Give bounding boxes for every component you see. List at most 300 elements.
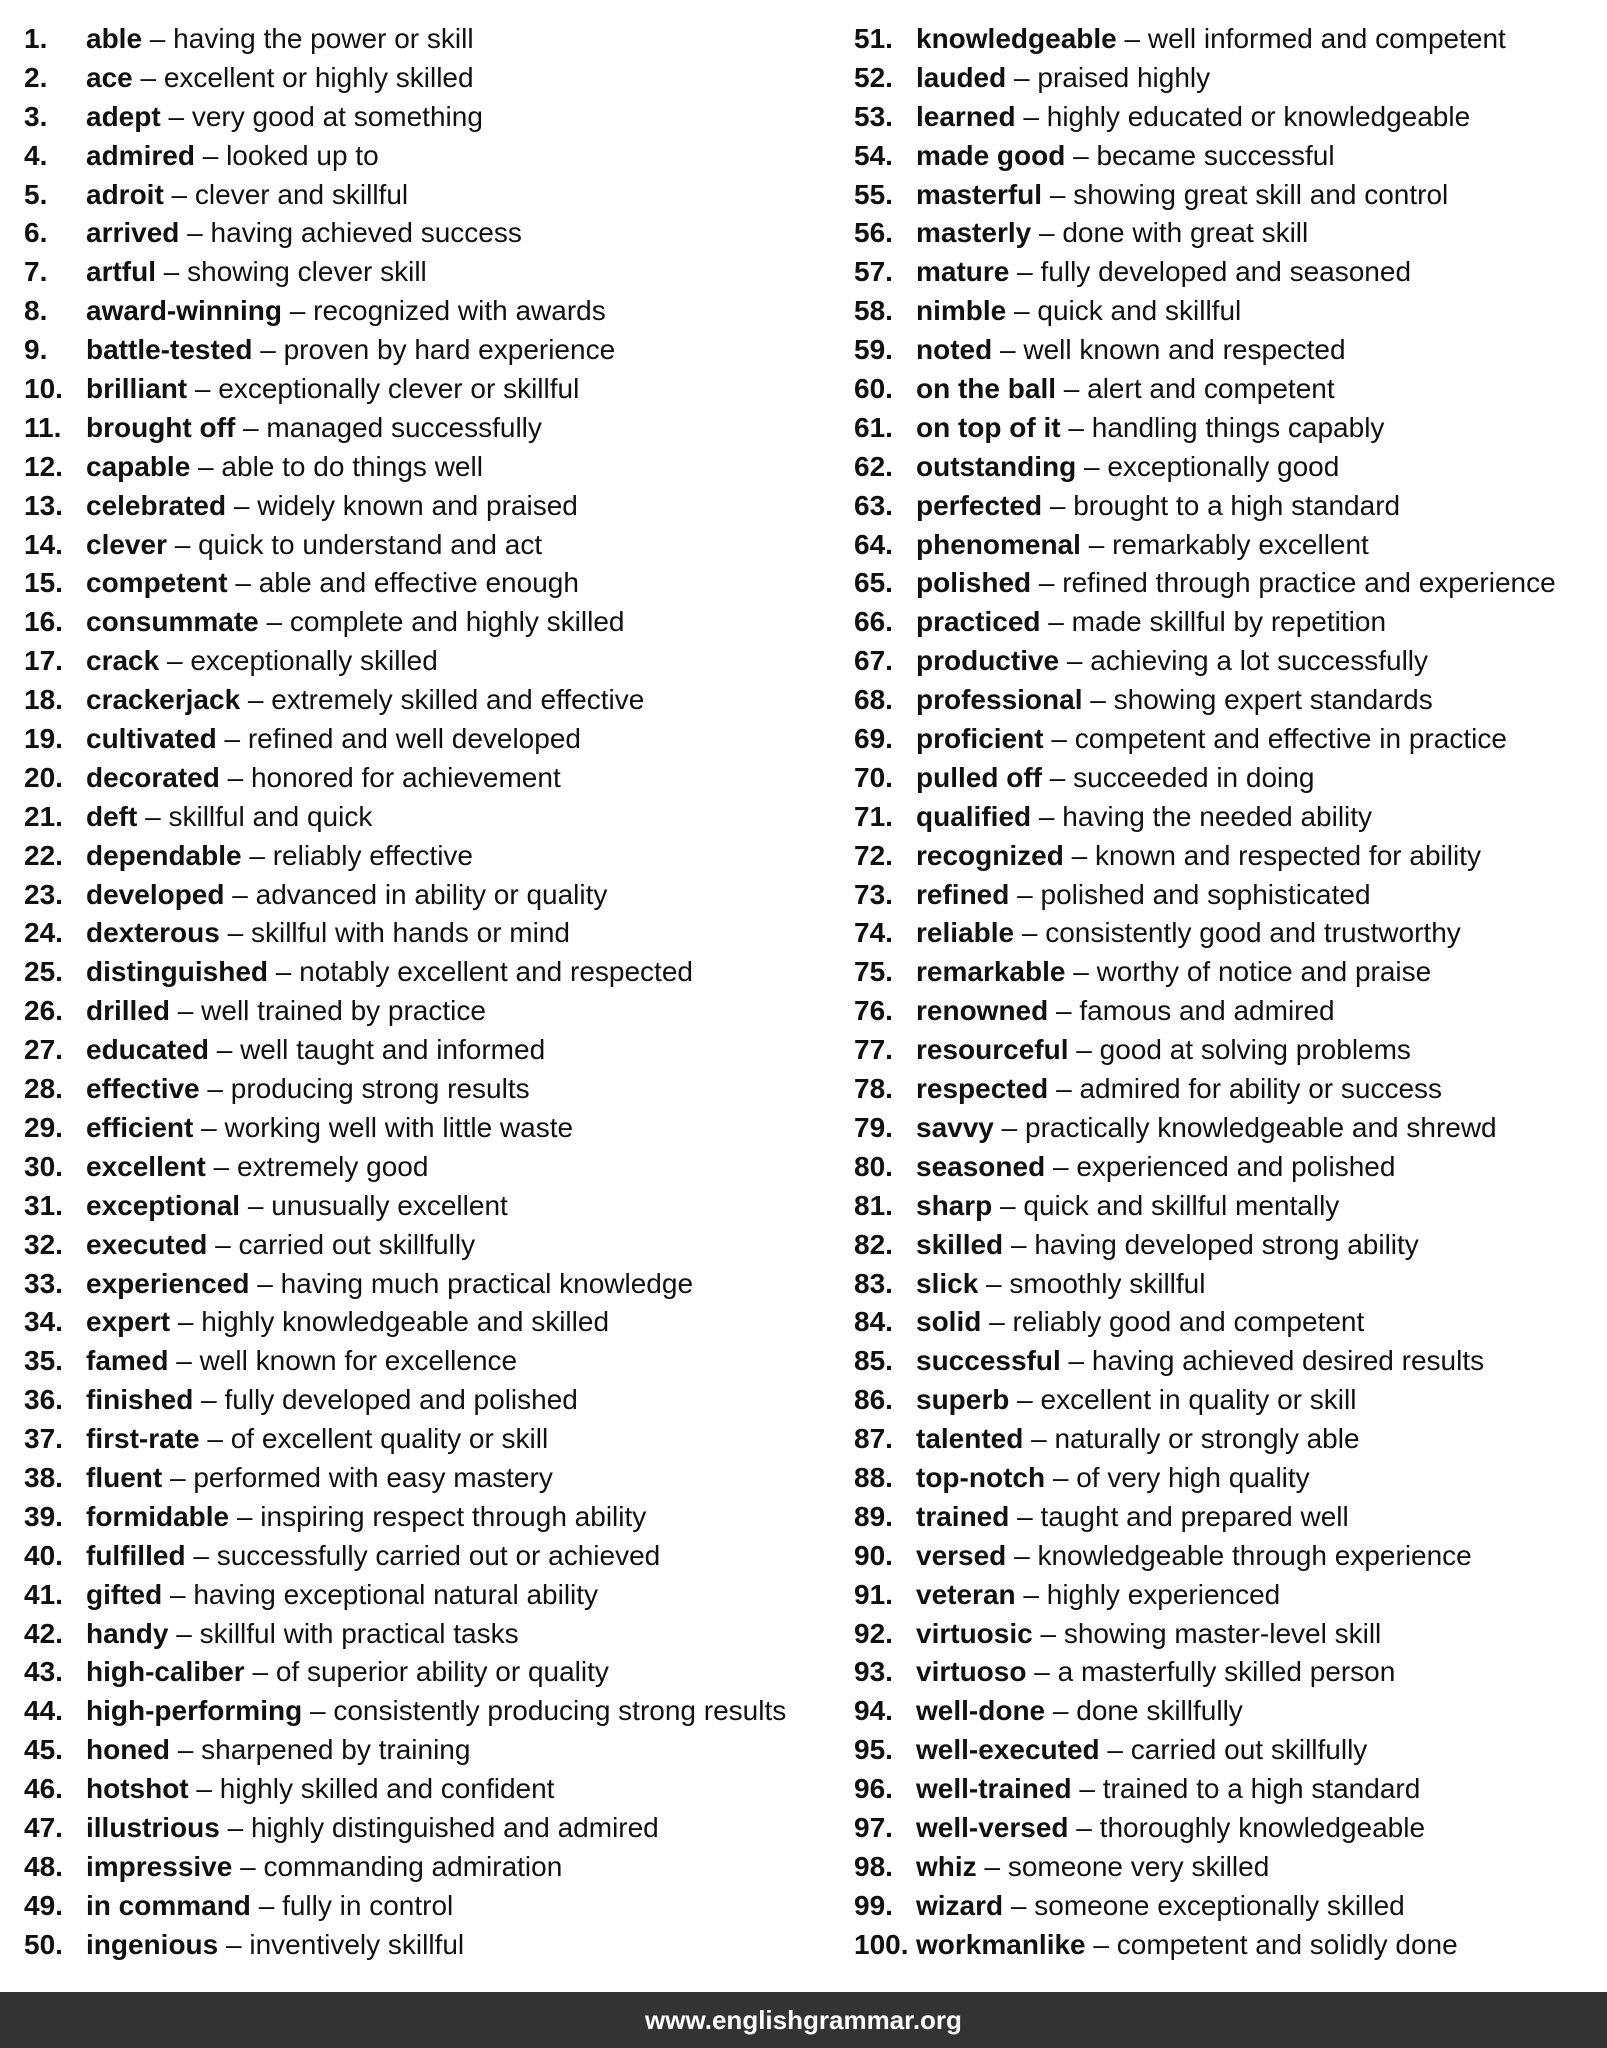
item-word: noted [916, 334, 993, 366]
item-separator: – [159, 645, 191, 677]
list-item [24, 487, 844, 526]
list-item [24, 1381, 844, 1420]
item-word: productive [916, 645, 1060, 677]
item-separator: – [199, 1423, 231, 1455]
list-item [854, 1226, 1594, 1265]
item-separator: – [185, 1539, 217, 1571]
list-item [854, 1381, 1594, 1420]
item-separator: – [235, 411, 267, 443]
item-separator: – [199, 1073, 231, 1105]
item-separator: – [1009, 878, 1041, 910]
item-separator: – [232, 1850, 264, 1882]
item-separator: – [193, 1384, 225, 1416]
item-definition: quick and skillful mentally [1023, 1189, 1340, 1221]
list-item [854, 448, 1594, 487]
item-word: whiz [916, 1850, 977, 1882]
item-separator: – [258, 606, 290, 638]
item-definition: highly experienced [1046, 1578, 1281, 1610]
list-item [854, 1031, 1594, 1070]
item-separator: – [229, 1500, 261, 1532]
item-number: 48. [24, 1850, 63, 1882]
item-separator: – [992, 334, 1024, 366]
item-separator: – [193, 1111, 225, 1143]
item-number: 92. [854, 1617, 893, 1649]
item-separator: – [244, 1656, 276, 1688]
item-separator: – [1045, 1150, 1077, 1182]
item-word: developed [86, 878, 225, 910]
item-number: 83. [854, 1267, 893, 1299]
list-item [24, 98, 844, 137]
item-definition: knowledgeable through experience [1037, 1539, 1472, 1571]
item-definition: thoroughly knowledgeable [1099, 1811, 1426, 1843]
list-item [854, 526, 1594, 565]
item-definition: looked up to [226, 139, 379, 171]
item-number: 98. [854, 1850, 893, 1882]
item-definition: highly distinguished and admired [250, 1811, 659, 1843]
item-separator: – [302, 1695, 334, 1727]
item-number: 74. [854, 917, 893, 949]
list-item [24, 214, 844, 253]
item-word: admired [86, 139, 195, 171]
item-number: 51. [854, 23, 893, 54]
item-definition: showing great skill and control [1073, 178, 1449, 210]
item-definition: exceptionally clever or skillful [218, 373, 580, 405]
item-definition: reliably effective [272, 839, 473, 871]
list-item [24, 1809, 844, 1848]
item-word: wizard [916, 1889, 1004, 1921]
item-word: effective [86, 1073, 200, 1105]
item-separator: – [188, 1773, 220, 1805]
item-definition: having developed strong ability [1034, 1228, 1419, 1260]
item-number: 45. [24, 1734, 63, 1766]
list-item [24, 603, 844, 642]
item-separator: – [992, 1189, 1024, 1221]
list-item [854, 720, 1594, 759]
item-separator: – [1026, 1656, 1058, 1688]
item-word: handy [86, 1617, 169, 1649]
item-separator: – [168, 1345, 200, 1377]
item-separator: – [1032, 1617, 1064, 1649]
item-word: well-done [916, 1695, 1046, 1727]
item-definition: honored for achievement [250, 761, 561, 793]
item-number: 13. [24, 489, 63, 521]
item-number: 16. [24, 606, 63, 638]
item-definition: done with great skill [1062, 217, 1309, 249]
item-word: masterly [916, 217, 1032, 249]
list-item [24, 370, 844, 409]
item-word: consummate [86, 606, 259, 638]
list-item [24, 1226, 844, 1265]
list-item [854, 1109, 1594, 1148]
item-definition: carried out skillfully [238, 1228, 476, 1260]
item-separator: – [1006, 1539, 1038, 1571]
item-word: honed [86, 1734, 170, 1766]
item-number: 100. [854, 1928, 909, 1960]
item-definition: sharpened by training [201, 1734, 471, 1766]
item-number: 80. [854, 1150, 893, 1182]
item-separator: – [187, 373, 219, 405]
item-separator: – [160, 100, 192, 132]
list-item [24, 409, 844, 448]
list-item [24, 253, 844, 292]
item-number: 63. [854, 489, 893, 521]
item-definition: good at solving problems [1099, 1034, 1411, 1066]
item-separator: – [1085, 1928, 1117, 1960]
item-number: 36. [24, 1384, 63, 1416]
item-word: impressive [86, 1850, 233, 1882]
item-definition: achieving a lot successfully [1090, 645, 1429, 677]
item-definition: well informed and competent [1147, 23, 1506, 54]
item-number: 84. [854, 1306, 893, 1338]
item-number: 86. [854, 1384, 893, 1416]
item-definition: naturally or strongly able [1054, 1423, 1360, 1455]
item-separator: – [218, 1928, 250, 1960]
item-word: reliable [916, 917, 1015, 949]
item-word: veteran [916, 1578, 1016, 1610]
list-item [854, 1731, 1594, 1770]
item-separator: – [1060, 411, 1092, 443]
item-separator: – [1043, 723, 1075, 755]
item-definition: a masterfully skilled person [1057, 1656, 1396, 1688]
item-number: 94. [854, 1695, 893, 1727]
item-definition: well known for excellence [199, 1345, 518, 1377]
list-item [24, 1070, 844, 1109]
item-definition: well taught and informed [240, 1034, 546, 1066]
item-number: 70. [854, 761, 893, 793]
item-word: successful [916, 1345, 1061, 1377]
item-number: 99. [854, 1889, 893, 1921]
item-word: adept [86, 100, 161, 132]
item-number: 73. [854, 878, 893, 910]
list-item [854, 1265, 1594, 1304]
item-word: qualified [916, 800, 1032, 832]
item-definition: succeeded in doing [1073, 761, 1315, 793]
item-number: 56. [854, 217, 893, 249]
item-number: 37. [24, 1423, 63, 1455]
list-item [24, 798, 844, 837]
item-separator: – [162, 1578, 194, 1610]
list-item [854, 292, 1594, 331]
item-separator: – [1045, 1695, 1077, 1727]
list-item [24, 1303, 844, 1342]
item-word: outstanding [916, 450, 1077, 482]
word-list [0, 20, 1607, 1966]
item-separator: – [252, 334, 284, 366]
list-item [854, 59, 1594, 98]
item-number: 47. [24, 1811, 63, 1843]
item-definition: reliably good and competent [1012, 1306, 1365, 1338]
item-number: 8. [24, 295, 48, 327]
list-item [854, 837, 1594, 876]
item-separator: – [170, 995, 202, 1027]
item-definition: praised highly [1037, 61, 1211, 93]
item-word: gifted [86, 1578, 163, 1610]
item-number: 38. [24, 1461, 63, 1493]
list-item [854, 1498, 1594, 1537]
item-definition: quick and skillful [1037, 295, 1242, 327]
item-word: crackerjack [86, 684, 241, 716]
item-number: 17. [24, 645, 63, 677]
item-separator: – [137, 800, 169, 832]
item-number: 88. [854, 1461, 893, 1493]
item-word: well-trained [916, 1773, 1072, 1805]
list-item [854, 1459, 1594, 1498]
item-word: top-notch [916, 1461, 1046, 1493]
item-word: battle-tested [86, 334, 253, 366]
item-separator: – [1009, 1384, 1041, 1416]
item-separator: – [142, 23, 174, 54]
item-separator: – [224, 878, 256, 910]
list-item [854, 1070, 1594, 1109]
list-item [24, 837, 844, 876]
item-word: mature [916, 256, 1010, 288]
item-number: 39. [24, 1500, 63, 1532]
item-word: ingenious [86, 1928, 219, 1960]
item-number: 34. [24, 1306, 63, 1338]
item-word: masterful [916, 178, 1043, 210]
list-item [854, 564, 1594, 603]
item-definition: fully developed and seasoned [1040, 256, 1412, 288]
item-separator: – [205, 1150, 237, 1182]
list-item [854, 1420, 1594, 1459]
item-separator: – [1048, 1073, 1080, 1105]
item-separator: – [240, 1189, 272, 1221]
item-word: workmanlike [916, 1928, 1086, 1960]
item-word: versed [916, 1539, 1007, 1571]
item-word: remarkable [916, 956, 1066, 988]
item-definition: extremely skilled and effective [271, 684, 645, 716]
item-word: lauded [916, 61, 1007, 93]
item-number: 9. [24, 334, 48, 366]
list-item [24, 1498, 844, 1537]
item-word: executed [86, 1228, 208, 1260]
footer-url[interactable]: www.englishgrammar.org [645, 2005, 962, 2035]
list-item [24, 1537, 844, 1576]
item-definition: competent and solidly done [1116, 1928, 1458, 1960]
item-number: 21. [24, 800, 63, 832]
list-item [24, 331, 844, 370]
item-word: hotshot [86, 1773, 189, 1805]
item-word: nimble [916, 295, 1007, 327]
item-word: expert [86, 1306, 171, 1338]
item-definition: competent and effective in practice [1074, 723, 1507, 755]
item-word: virtuoso [916, 1656, 1027, 1688]
item-word: brought off [86, 411, 236, 443]
item-definition: fully developed and polished [224, 1384, 578, 1416]
list-item [24, 1420, 844, 1459]
item-word: formidable [86, 1500, 230, 1532]
item-separator: – [170, 1734, 202, 1766]
list-item [854, 176, 1594, 215]
item-word: skilled [916, 1228, 1004, 1260]
list-item [854, 992, 1594, 1031]
list-item [854, 1770, 1594, 1809]
item-separator: – [166, 528, 199, 560]
item-number: 23. [24, 878, 63, 910]
item-number: 20. [24, 761, 63, 793]
item-word: experienced [86, 1267, 250, 1299]
item-number: 30. [24, 1150, 63, 1182]
item-separator: – [194, 139, 227, 171]
item-word: celebrated [86, 489, 227, 521]
list-item [24, 1887, 844, 1926]
item-separator: – [1023, 1423, 1055, 1455]
item-word: arrived [86, 217, 180, 249]
item-word: practiced [916, 606, 1041, 638]
item-definition: refined and well developed [247, 723, 581, 755]
item-number: 31. [24, 1189, 63, 1221]
item-number: 3. [24, 100, 48, 132]
list-item [24, 876, 844, 915]
item-number: 7. [24, 256, 48, 288]
item-separator: – [1031, 800, 1063, 832]
item-separator: – [1068, 1034, 1100, 1066]
item-definition: exceptionally skilled [190, 645, 438, 677]
item-word: superb [916, 1384, 1010, 1416]
item-separator: – [132, 61, 164, 93]
item-definition: carried out skillfully [1130, 1734, 1368, 1766]
item-definition: performed with easy mastery [193, 1461, 553, 1493]
item-definition: showing master-level skill [1063, 1617, 1382, 1649]
list-item [24, 1653, 844, 1692]
item-definition: widely known and praised [257, 489, 578, 521]
item-definition: consistently producing strong results [333, 1695, 787, 1727]
item-definition: inspiring respect through ability [260, 1500, 647, 1532]
item-number: 55. [854, 178, 893, 210]
item-number: 72. [854, 839, 893, 871]
item-definition: consistently good and trustworthy [1045, 917, 1461, 949]
list-item [854, 1809, 1594, 1848]
item-word: slick [916, 1267, 979, 1299]
item-number: 11. [24, 411, 62, 443]
item-number: 22. [24, 839, 63, 871]
list-item [854, 1615, 1594, 1654]
item-separator: – [1048, 995, 1080, 1027]
item-separator: – [219, 917, 251, 949]
list-item [24, 564, 844, 603]
item-definition: having exceptional natural ability [193, 1578, 599, 1610]
item-definition: polished and sophisticated [1040, 878, 1371, 910]
list-item [24, 448, 844, 487]
item-separator: – [1003, 1889, 1035, 1921]
item-definition: remarkably excellent [1112, 528, 1369, 560]
item-number: 15. [24, 567, 63, 599]
item-word: savvy [916, 1111, 994, 1143]
list-item [854, 214, 1594, 253]
item-word: fulfilled [86, 1539, 186, 1571]
item-word: efficient [86, 1111, 194, 1143]
item-word: respected [916, 1073, 1049, 1105]
item-separator: – [241, 839, 273, 871]
item-separator: – [1031, 217, 1063, 249]
item-word: clever [86, 528, 167, 560]
item-word: in command [86, 1889, 251, 1921]
item-number: 58. [854, 295, 893, 327]
list-item [854, 1653, 1594, 1692]
item-definition: having the needed ability [1062, 800, 1373, 832]
item-definition: very good at something [191, 100, 483, 132]
list-item [854, 370, 1594, 409]
item-number: 95. [854, 1734, 893, 1766]
list-item [854, 759, 1594, 798]
item-definition: done skillfully [1076, 1695, 1243, 1727]
item-definition: taught and prepared well [1040, 1500, 1349, 1532]
item-number: 90. [854, 1539, 893, 1571]
item-definition: having much practical knowledge [280, 1267, 694, 1299]
item-number: 62. [854, 450, 893, 482]
item-definition: skillful with practical tasks [199, 1617, 519, 1649]
item-separator: – [1009, 1500, 1041, 1532]
list-item [24, 681, 844, 720]
item-separator: – [1080, 528, 1113, 560]
item-word: perfected [916, 489, 1043, 521]
item-word: refined [916, 878, 1010, 910]
item-word: talented [916, 1423, 1024, 1455]
item-definition: inventively skillful [249, 1928, 465, 1960]
item-number: 6. [24, 217, 48, 249]
item-definition: quick to understand and act [198, 528, 543, 560]
item-word: solid [916, 1306, 982, 1338]
item-number: 24. [24, 917, 63, 949]
item-definition: successfully carried out or achieved [216, 1539, 661, 1571]
item-number: 49. [24, 1889, 63, 1921]
item-definition: working well with little waste [224, 1111, 574, 1143]
item-word: excellent [86, 1150, 206, 1182]
item-word: illustrious [86, 1811, 220, 1843]
list-item [24, 1926, 844, 1965]
list-item [854, 1187, 1594, 1226]
item-definition: commanding admiration [263, 1850, 563, 1882]
item-word: dexterous [86, 917, 220, 949]
item-number: 77. [854, 1034, 893, 1066]
item-definition: famous and admired [1079, 995, 1335, 1027]
item-definition: made skillful by repetition [1071, 606, 1387, 638]
word-list-right-column [854, 20, 1594, 1965]
item-separator: – [1076, 450, 1108, 482]
item-definition: highly educated or knowledgeable [1046, 100, 1471, 132]
item-word: decorated [86, 761, 220, 793]
list-item [24, 992, 844, 1031]
item-separator: – [219, 761, 251, 793]
item-number: 52. [854, 61, 893, 93]
item-number: 67. [854, 645, 893, 677]
item-separator: – [156, 256, 188, 288]
item-number: 42. [24, 1617, 63, 1649]
item-number: 18. [24, 684, 63, 716]
item-separator: – [249, 1267, 281, 1299]
item-number: 35. [24, 1345, 63, 1377]
item-separator: – [250, 1889, 283, 1921]
item-definition: able and effective enough [258, 567, 579, 599]
item-number: 46. [24, 1773, 63, 1805]
list-item [24, 292, 844, 331]
item-word: exceptional [86, 1189, 241, 1221]
item-word: on top of it [916, 411, 1061, 443]
item-number: 78. [854, 1073, 893, 1105]
list-item [854, 98, 1594, 137]
list-item [854, 1537, 1594, 1576]
item-number: 10. [24, 373, 63, 405]
list-item [854, 20, 1594, 59]
list-item [24, 1109, 844, 1148]
item-word: adroit [86, 178, 164, 210]
item-word: award-winning [86, 295, 282, 327]
item-definition: trained to a high standard [1102, 1773, 1421, 1805]
item-number: 96. [854, 1773, 893, 1805]
item-definition: able to do things well [221, 450, 483, 482]
item-number: 41. [24, 1578, 63, 1610]
item-number: 69. [854, 723, 893, 755]
